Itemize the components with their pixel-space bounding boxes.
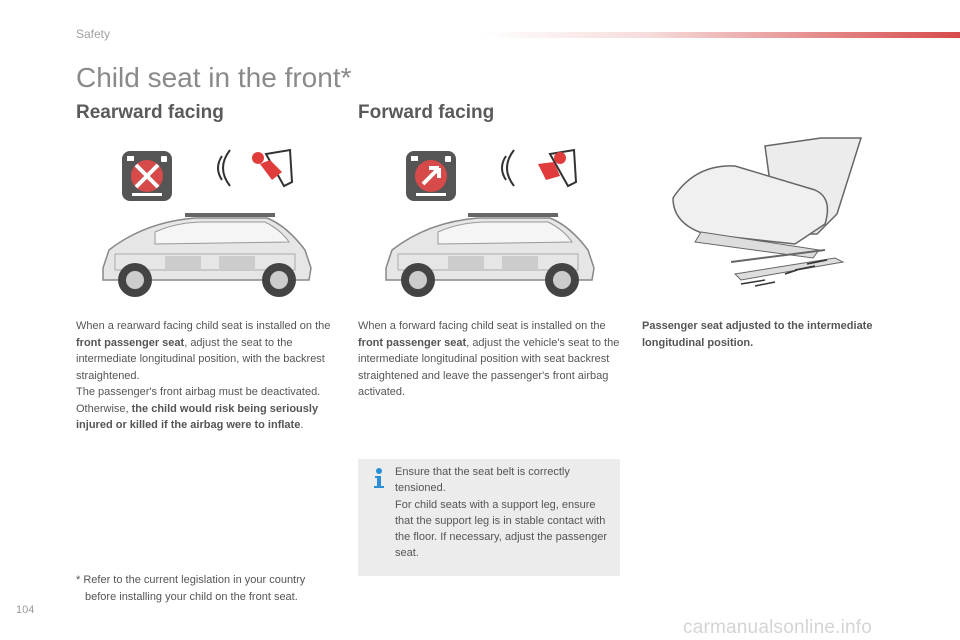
info-box	[358, 459, 620, 576]
car-side-view-rear	[95, 210, 319, 302]
rearward-instructions: When a rearward facing child seat is installed on the front passenger seat, adjust the seat to the intermediate longitudinal position, with the backrest straightened. The passenger's front airbag must be deactivated. Otherwise, the child would risk being seriously injured or killed if the airbag were to inflate.	[76, 320, 331, 431]
watermark: carmanualsonline.info	[683, 617, 873, 638]
page-title: Child seat in the front*	[76, 62, 352, 93]
header-accent-bar	[480, 32, 960, 38]
info-icon	[372, 467, 386, 489]
seat-caption: Passenger seat adjusted to the intermediate longitudinal position.	[642, 320, 873, 349]
rearward-heading: Rearward facing	[76, 102, 224, 123]
rearward-child-seat-icon	[214, 146, 296, 192]
info-text: Ensure that the seat belt is correctly tensioned. For child seats with a support leg, ensure that the support leg is in stable contact with the floor. If necessary, adjust the passenger seat.	[395, 466, 607, 560]
airbag-on-icon	[405, 150, 457, 202]
forward-heading: Forward facing	[358, 102, 495, 123]
car-side-view-forward	[378, 210, 602, 302]
passenger-seat-illustration	[665, 134, 867, 294]
footnote: * Refer to the current legislation in your country before installing your child on the front seat.	[76, 574, 306, 603]
forward-instructions: When a forward facing child seat is installed on the front passenger seat, adjust the vehicle's seat to the intermediate longitudinal position with seat backrest straightened and leave the passenger's front airbag activated.	[358, 320, 620, 398]
forward-child-seat-icon	[498, 146, 580, 192]
section-label: Safety	[76, 27, 111, 41]
airbag-off-icon	[121, 150, 173, 202]
page-number: 104	[16, 604, 35, 616]
